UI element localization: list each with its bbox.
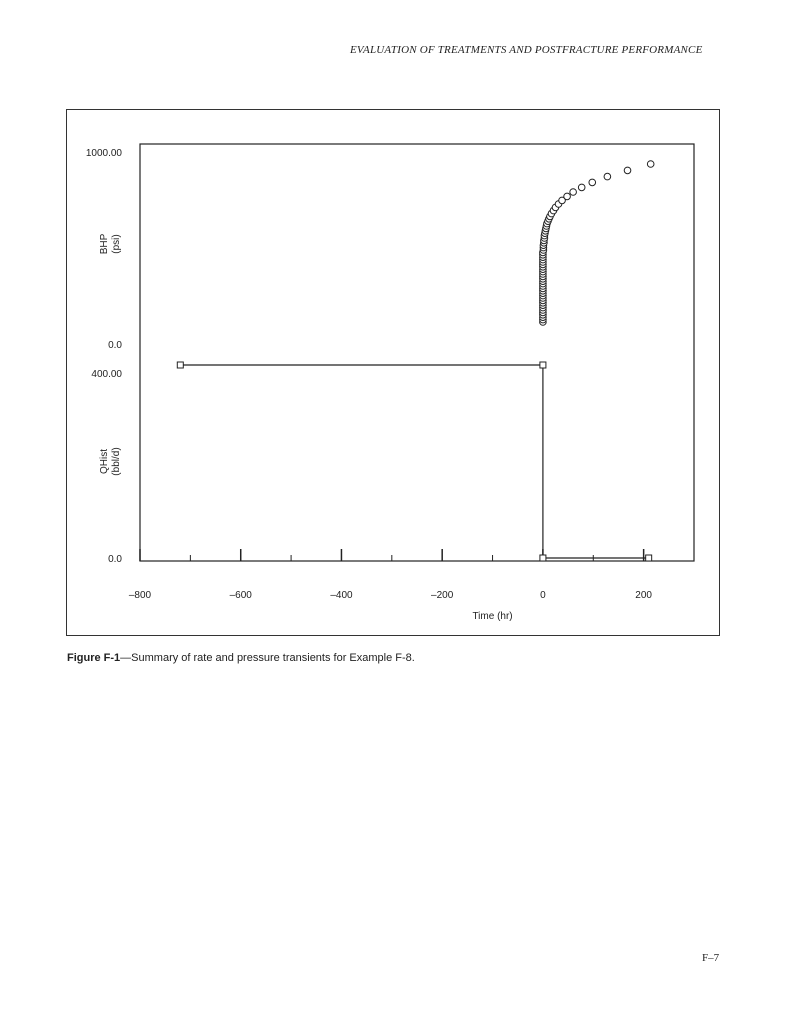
bhp-y-axis-label: BHP: [99, 233, 110, 255]
figure-caption: [67, 652, 727, 664]
x-tick-label: –200: [431, 590, 454, 601]
bhp-point: [589, 179, 596, 186]
bhp-point: [647, 161, 654, 168]
qhist-point: [177, 362, 183, 368]
bhp-y-tick-label: 0.0: [108, 340, 122, 351]
bhp-point: [564, 193, 571, 200]
chart: [67, 110, 719, 635]
qhist-y-axis-unit: (bbl/d): [111, 447, 122, 476]
x-axis-label: Time (hr): [472, 611, 513, 622]
bhp-y-tick-label: 1000.00: [85, 148, 122, 159]
figure-caption-text: —Summary of rate and pressure transients for Example F-8.: [120, 652, 415, 664]
figure-frame: [66, 109, 720, 636]
qhist-y-tick-label: 400.00: [91, 369, 122, 380]
qhist-y-axis-label: QHist: [99, 449, 110, 474]
qhist-point: [540, 362, 546, 368]
x-tick-label: –400: [330, 590, 353, 601]
bhp-point: [578, 184, 585, 191]
running-head: EVALUATION OF TREATMENTS AND POSTFRACTURE PERFORMANCE: [350, 44, 703, 56]
page-number: F–7: [702, 952, 720, 964]
bhp-y-axis-unit: (psi): [111, 234, 122, 254]
bhp-point: [624, 167, 631, 174]
qhist-line: [180, 365, 648, 558]
plot-border: [140, 144, 694, 561]
bhp-point: [604, 173, 611, 180]
figure-caption-label: Figure F-1: [67, 652, 121, 664]
x-tick-label: –800: [128, 590, 152, 601]
qhist-y-tick-label: 0.0: [108, 554, 122, 565]
qhist-point: [646, 555, 652, 561]
bhp-point: [570, 189, 577, 196]
qhist-point: [540, 555, 546, 561]
x-tick-label: 0: [540, 590, 546, 601]
x-tick-label: –600: [229, 590, 252, 601]
x-tick-label: 200: [635, 590, 652, 601]
